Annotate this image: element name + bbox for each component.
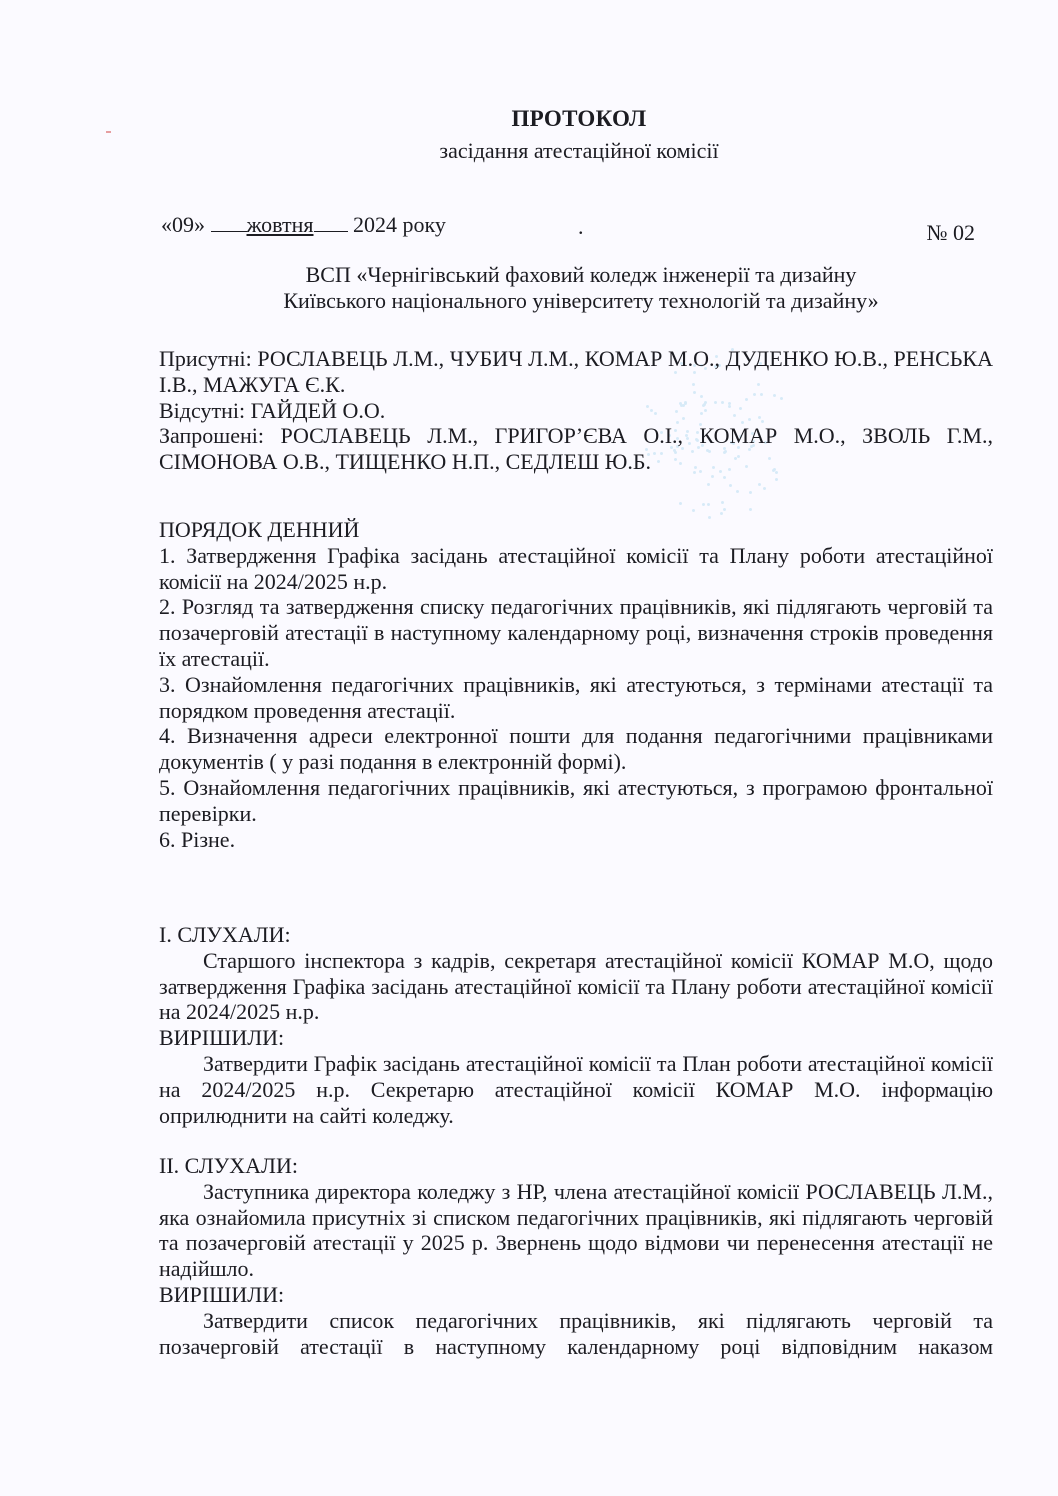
attendance-block — [159, 346, 993, 475]
meeting-date — [161, 212, 446, 238]
agenda-item: 4. Визначення адреси електронної пошти для подання педагогічними працівниками документів ( у разі подання в електронній формі). — [159, 723, 993, 775]
agenda-block — [159, 517, 993, 852]
stamp-speck — [679, 502, 682, 505]
section-heard-label: І. СЛУХАЛИ: — [159, 922, 291, 947]
agenda-heading: ПОРЯДОК ДЕННИЙ — [159, 517, 360, 542]
stamp-speck — [775, 478, 778, 481]
document-title: ПРОТОКОЛ — [511, 106, 647, 131]
stamp-speck — [763, 487, 766, 490]
agenda-item: 5. Ознайомлення педагогічних працівників, які атестуються, з програмою фронтальної перевірки. — [159, 774, 993, 826]
stamp-speck — [692, 509, 695, 512]
stamp-speck — [736, 490, 739, 493]
attendance-invited: Запрошені: РОСЛАВЕЦЬ Л.М., ГРИГОР’ЄВА О.І., КОМАР М.О., ЗВОЛЬ Г.М., СІМОНОВА О.В., ТИЩЕНКО Н.П., СЕДЛЕШ Ю.Б. — [159, 423, 993, 475]
section-decided-label: ВИРІШИЛИ: — [159, 1025, 285, 1051]
section-heard-text: Заступника директора коледжу з НР, члена атестаційної комісії РОСЛАВЕЦЬ Л.М., яка ознайомила присутніх зі списком педагогічних працівників, які підлягають черговій та позачерговій атестації у 2025 р. Звернень щодо відмови чи перенесення атестації не надійшло. — [159, 1178, 993, 1282]
date-day: «09» — [161, 212, 205, 237]
stamp-speck — [729, 484, 732, 487]
section-heard-text: Старшого інспектора з кадрів, секретаря атестаційної комісії КОМАР М.О, щодо затвердження Графіка засідань атестаційної комісії та Плану роботи атестаційної комісії на 2024/2025 н.р. — [159, 947, 993, 1025]
organization-name — [155, 262, 1007, 314]
section-decided-label: ВИРІШИЛИ: — [159, 1281, 285, 1307]
protocol-number: № 02 — [926, 220, 975, 245]
stamp-speck — [711, 475, 714, 478]
stamp-speck — [758, 483, 761, 486]
section-1 — [159, 922, 993, 1128]
date-month: жовтня — [246, 212, 314, 237]
date-blank-right — [314, 214, 348, 232]
section-decided-text: Затвердити список педагогічних працівників, які підлягають черговій та позачерговій атестації в наступному календарному році відповідним наказом — [159, 1307, 993, 1359]
attendance-present: Присутні: РОСЛАВЕЦЬ Л.М., ЧУБИЧ Л.М., КОМАР М.О., ДУДЕНКО Ю.В., РЕНСЬКА І.В., МАЖУГА Є.К. — [159, 346, 993, 397]
section-2 — [159, 1153, 993, 1359]
document-subtitle: засідання атестаційної комісії — [439, 138, 719, 163]
stamp-speck — [707, 503, 710, 506]
stamp-speck — [723, 476, 726, 479]
section-decided-text: Затвердити Графік засідань атестаційної комісії та План роботи атестаційної комісії на 2024/2025 н.р. Секретарю атестаційної комісії КОМАР М.О. інформацію оприлюднити на сайті коледжу. — [159, 1050, 993, 1128]
stamp-speck — [702, 503, 705, 506]
section-heard-label: ІІ. СЛУХАЛИ: — [159, 1153, 298, 1178]
agenda-item: 3. Ознайомлення педагогічних працівників, які атестуються, з термінами атестації та порядком проведення атестації. — [159, 671, 993, 723]
stamp-speck — [749, 491, 752, 494]
organization-line-1: ВСП «Чернігівський фаховий коледж інженерії та дизайну — [305, 262, 857, 287]
stamp-speck — [720, 512, 723, 515]
attendance-absent: Відсутні: ГАЙДЕЙ О.О. — [159, 397, 386, 423]
organization-line-2: Київського національного університету технологій та дизайну» — [283, 288, 879, 313]
stamp-speck — [721, 501, 724, 504]
agenda-item: 2. Розгляд та затвердження списку педагогічних працівників, які підлягають черговій та позачерговій атестації в наступному календарному році, визначення строків проведення їх атестації. — [159, 594, 993, 671]
stamp-speck — [723, 508, 726, 511]
agenda-item: 1. Затвердження Графіка засідань атестаційної комісії та Плану роботи атестаційної комісії на 2024/2025 н.р. — [159, 542, 993, 594]
stamp-speck — [707, 483, 710, 486]
date-year: 2024 року — [353, 212, 446, 237]
date-blank-left — [211, 214, 247, 232]
stamp-speck — [749, 508, 752, 511]
agenda-item: 6. Різне. — [159, 826, 236, 852]
stray-dot: . — [578, 214, 584, 239]
